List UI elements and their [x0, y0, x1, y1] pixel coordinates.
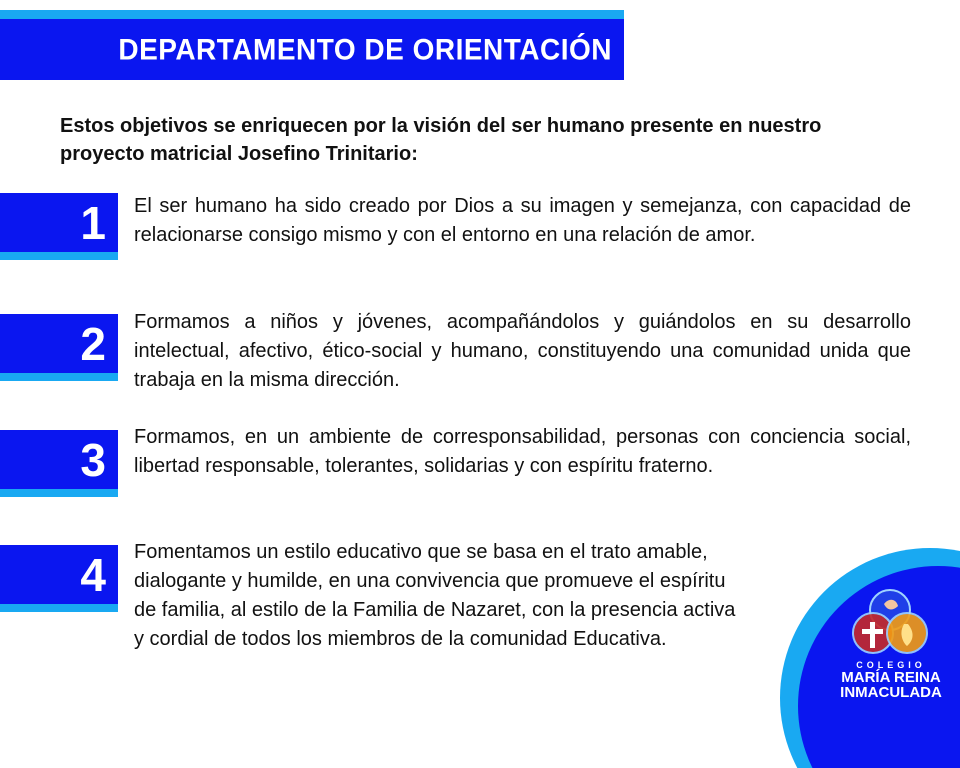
number-badge-3 [0, 430, 118, 498]
logo-graphic [780, 548, 960, 768]
page-title: DEPARTAMENTO DE ORIENTACIÓN [118, 33, 612, 66]
number-badge-stripe [0, 373, 118, 381]
header-top-stripe [0, 10, 624, 19]
logo-cross-vertical [870, 622, 875, 648]
number-badge-2 [0, 314, 118, 382]
school-logo [780, 548, 960, 768]
number-label: 2 [80, 318, 106, 370]
number-label: 3 [80, 434, 106, 486]
number-badge-stripe [0, 252, 118, 260]
number-badge-4 [0, 545, 118, 613]
number-badge-1 [0, 193, 118, 261]
number-badge-stripe [0, 604, 118, 612]
item-text-1: El ser humano ha sido creado por Dios a su imagen y semejanza, con capacidad de relacionarse consigo mismo y con el entorno en una relación de amor. [134, 195, 911, 246]
logo-subtitle: COLEGIO [856, 660, 926, 670]
logo-cross-horizontal [862, 629, 883, 634]
intro-text: Estos objetivos se enriquecen por la visión del ser humano presente en nuestro proyecto matricial Josefino Trinitario: [60, 115, 822, 165]
number-label: 1 [80, 197, 106, 249]
logo-name-line2: INMACULADA [840, 684, 942, 701]
logo-name-line1: MARÍA REINA [841, 669, 941, 686]
header-banner [0, 10, 624, 80]
item-text-3: Formamos, en un ambiente de corresponsabilidad, personas con conciencia social, libertad responsable, tolerantes, solidarias y con espíritu fraterno. [134, 426, 911, 477]
number-label: 4 [80, 549, 106, 601]
item-text-2: Formamos a niños y jóvenes, acompañándolos y guiándolos en su desarrollo intelectual, afectivo, ético-social y humano, constituyendo una comunidad unida que trabaja en la misma dirección. [134, 311, 911, 391]
item-text-4: Fomentamos un estilo educativo que se basa en el trato amable, dialogante y humilde, en una convivencia que promueve el espíritu de familia, al estilo de la Familia de Nazaret, con la presencia activa y cordial de todos los miembros de la comunidad Educativa. [134, 541, 736, 650]
number-badge-stripe [0, 489, 118, 497]
